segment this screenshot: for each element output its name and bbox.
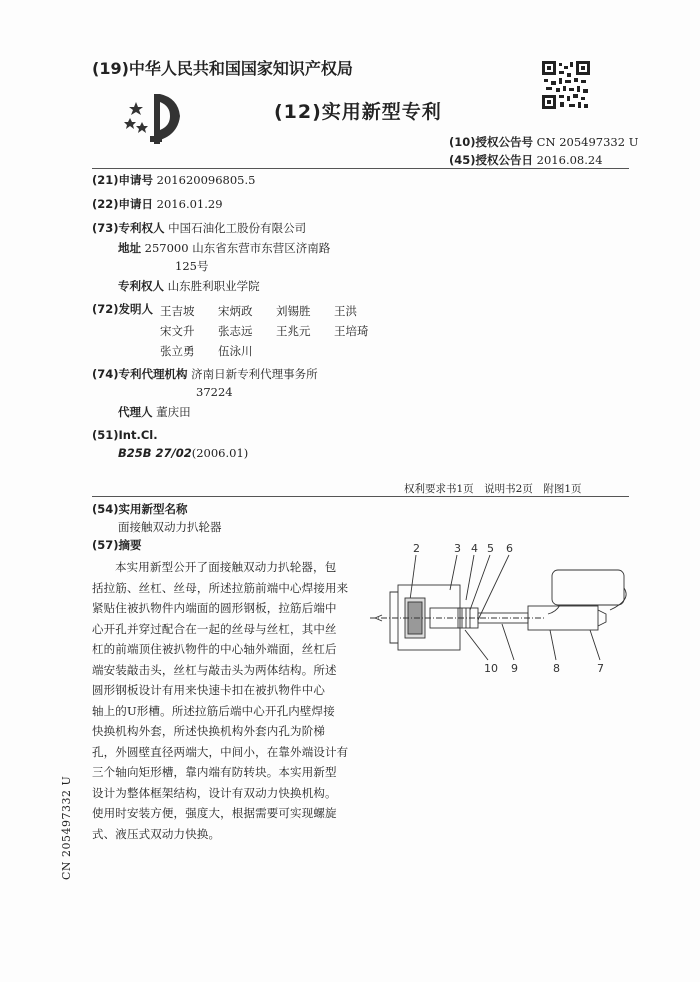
publication-number-row bbox=[449, 134, 638, 150]
abstract-line: 使用时安装方便，强度大，根据需要可实现螺旋 bbox=[92, 806, 337, 820]
int-cl-code: B25B 27/02 bbox=[118, 446, 192, 460]
abstract-line: 端安装敲击头，丝杠与敲击头为两体结构。所述 bbox=[92, 662, 337, 677]
address-line1: 257000 山东省东营市东营区济南路 bbox=[144, 241, 331, 255]
abstract-line: 紧贴住被扒物件内端面的圆形钢板，拉筋后端中 bbox=[92, 601, 337, 615]
int-cl-label: (51)Int.Cl. bbox=[92, 428, 158, 442]
abstract-line: 轴上的U形槽。所述拉筋后端中心开孔内壁焊接 bbox=[92, 703, 335, 718]
pages-info: 权利要求书1页 说明书2页 附图1页 bbox=[404, 483, 582, 495]
abstract-line: 圆形钢板设计有用来快速卡扣在被扒物件中心 bbox=[92, 683, 325, 697]
inventor: 伍泳川 bbox=[218, 344, 253, 358]
inventor-label: (72)发明人 bbox=[92, 302, 154, 316]
abstract-line: 孔，外圆壁直径两端大，中间小，在靠外端设计有 bbox=[92, 744, 349, 759]
qr-code bbox=[542, 61, 590, 109]
side-publication-number: CN 205497332 U bbox=[60, 775, 73, 880]
application-date: 2016.01.29 bbox=[156, 197, 223, 211]
figure-label: 8 bbox=[553, 662, 560, 675]
application-number: 201620096805.5 bbox=[156, 173, 256, 187]
application-date-row bbox=[92, 196, 223, 212]
office-name: (19)中华人民共和国国家知识产权局 bbox=[92, 59, 353, 78]
inventor: 王兆元 bbox=[276, 324, 311, 338]
patentee2-row bbox=[118, 278, 260, 294]
application-number-row bbox=[92, 172, 255, 188]
abstract-line: 三个轴向矩形槽，靠内端有防转块。本实用新型 bbox=[92, 765, 337, 779]
agent-label: 代理人 bbox=[118, 405, 153, 419]
patentee2-label: 专利权人 bbox=[118, 279, 164, 293]
header-rule bbox=[92, 168, 629, 169]
agency-code: 37224 bbox=[196, 385, 233, 399]
address-row bbox=[118, 240, 330, 256]
abstract-line: 杠的前端顶住被扒物件的中心轴外端面，丝杠后 bbox=[92, 642, 337, 656]
publication-date: 2016.08.24 bbox=[536, 153, 603, 167]
inventor-list bbox=[160, 301, 380, 361]
publication-date-row bbox=[449, 152, 603, 168]
abstract-text bbox=[92, 557, 354, 844]
figure-label: 4 bbox=[471, 542, 478, 555]
patentee-row bbox=[92, 220, 306, 236]
utility-model-title: 面接触双动力扒轮器 bbox=[118, 520, 222, 534]
figure-label: 5 bbox=[487, 542, 494, 555]
patentee-label: (73)专利权人 bbox=[92, 221, 165, 235]
abstract-line: 式、液压式双动力快换。 bbox=[92, 826, 221, 841]
inventor: 张立勇 bbox=[160, 344, 195, 358]
inventor: 宋炳政 bbox=[218, 304, 253, 318]
int-cl-date: (2006.01) bbox=[191, 446, 249, 460]
agency-row bbox=[92, 366, 318, 382]
title-label: (54)实用新型名称 bbox=[92, 502, 188, 516]
patentee2: 山东胜利职业学院 bbox=[167, 279, 260, 293]
abstract-line: 括拉筋、丝杠、丝母，所述拉筋前端中心焊接用来 bbox=[92, 580, 349, 595]
agent: 董庆田 bbox=[156, 405, 191, 419]
pages-rule bbox=[92, 496, 629, 497]
inventor: 王培琦 bbox=[334, 324, 369, 338]
abstract-line: 设计为整体框架结构，设计有双动力快换机构。 bbox=[92, 785, 337, 800]
figure-label: 7 bbox=[597, 662, 604, 675]
publication-number-label: (10)授权公告号 bbox=[449, 135, 534, 149]
patentee: 中国石油化工股份有限公司 bbox=[168, 221, 307, 235]
abstract-label: (57)摘要 bbox=[92, 538, 142, 552]
figure-label: 9 bbox=[511, 662, 518, 675]
abstract-line: 心开孔并穿过配合在一起的丝母与丝杠，其中丝 bbox=[92, 621, 337, 636]
publication-date-label: (45)授权公告日 bbox=[449, 153, 534, 167]
agency-label: (74)专利代理机构 bbox=[92, 367, 188, 381]
figure-label: 10 bbox=[484, 662, 498, 675]
figure-label: 3 bbox=[454, 542, 461, 555]
publication-number: CN 205497332 U bbox=[536, 135, 639, 149]
figure-label: 6 bbox=[506, 542, 513, 555]
figure-label: 2 bbox=[413, 542, 420, 555]
document-type: (12)实用新型专利 bbox=[274, 101, 442, 123]
application-date-label: (22)申请日 bbox=[92, 197, 154, 211]
abstract-drawing bbox=[370, 540, 635, 680]
inventor: 王吉坡 bbox=[160, 304, 195, 318]
address-line2: 125号 bbox=[175, 259, 209, 273]
abstract-line: 本实用新型公开了面接触双动力扒轮器，包 bbox=[115, 560, 337, 574]
inventor: 王洪 bbox=[334, 304, 357, 318]
agent-row bbox=[118, 404, 191, 420]
inventor: 宋文升 bbox=[160, 324, 195, 338]
application-number-label: (21)申请号 bbox=[92, 173, 154, 187]
address-label: 地址 bbox=[118, 241, 141, 255]
inventor: 刘锡胜 bbox=[276, 304, 311, 318]
cnipa-logo bbox=[120, 88, 192, 148]
agency: 济南日新专利代理事务所 bbox=[191, 367, 318, 381]
int-cl-row bbox=[118, 446, 248, 460]
abstract-line: 快换机构外套，所述快换机构外套内孔为阶梯 bbox=[92, 724, 325, 738]
inventor: 张志远 bbox=[218, 324, 253, 338]
